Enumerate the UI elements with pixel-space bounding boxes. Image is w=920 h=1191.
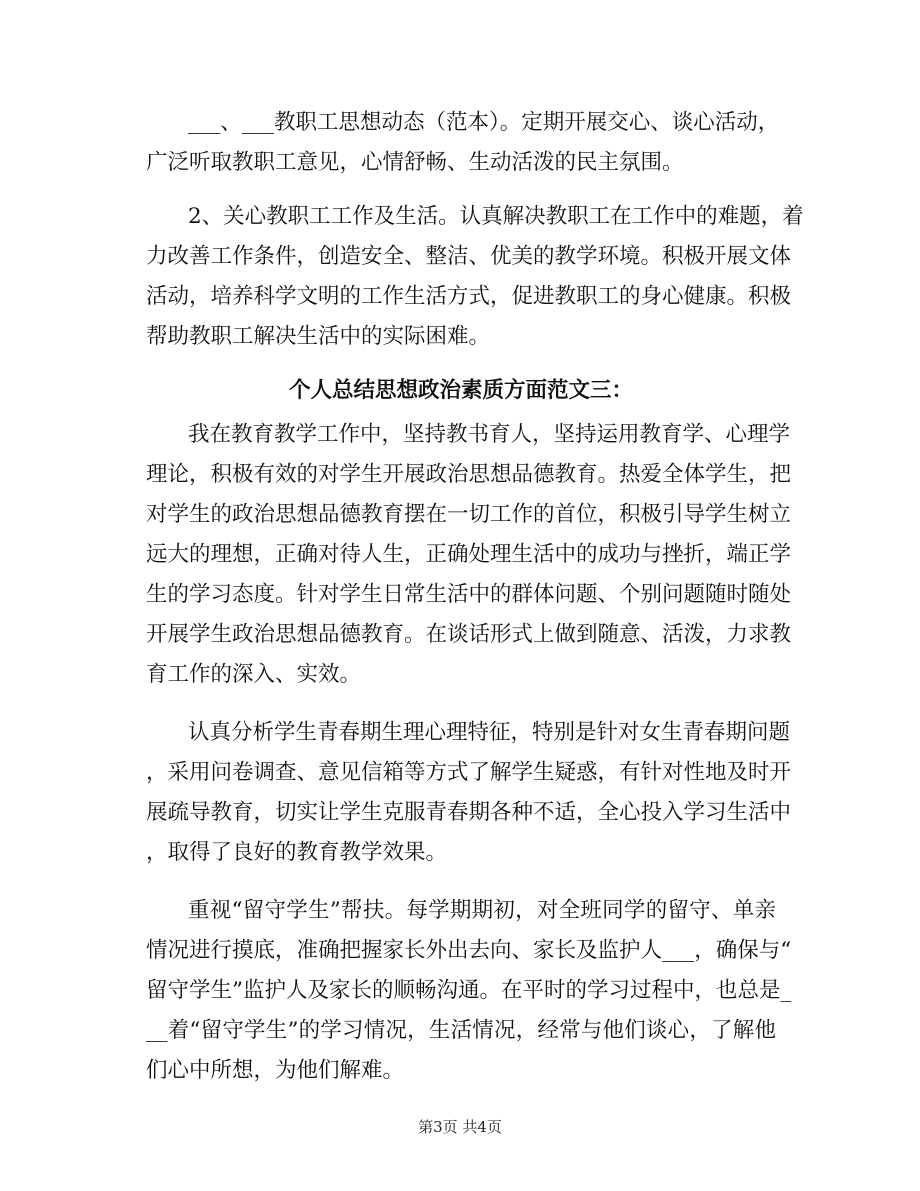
text-line: 重视“留守学生”帮扶。每学期期初，对全班同学的留守、单亲 bbox=[188, 898, 776, 923]
text-line: 情况进行摸底，准确把握家长外出去向、家长及监护人___，确保与“ bbox=[146, 938, 792, 963]
text-line: ，取得了良好的教育教学效果。 bbox=[146, 840, 448, 865]
paragraph-3 bbox=[146, 415, 792, 695]
text-line: ___、___教职工思想动态（范本）。定期开展交心、谈心活动， bbox=[188, 110, 780, 135]
paragraph-1 bbox=[146, 103, 780, 183]
section-heading: 个人总结思想政治素质方面范文三： bbox=[288, 378, 633, 403]
text-line: 育工作的深入、实效。 bbox=[146, 662, 362, 687]
text-line: 我在教育教学工作中，坚持教书育人，坚持运用教育学、心理学 bbox=[188, 422, 791, 447]
text-line: 留守学生”监护人及家长的顺畅沟通。在平时的学习过程中，也总是_ bbox=[146, 978, 792, 1003]
text-line: 广泛听取教职工意见，心情舒畅、生动活泼的民主氛围。 bbox=[146, 150, 684, 175]
text-line: 们心中所想，为他们解难。 bbox=[146, 1058, 405, 1083]
text-line: 理论，积极有效的对学生开展政治思想品德教育。热爱全体学生，把 bbox=[146, 462, 792, 487]
paragraph-2 bbox=[146, 197, 804, 357]
text-line: 开展学生政治思想品德教育。在谈话形式上做到随意、活泼，力求教 bbox=[146, 622, 792, 647]
text-line: 生的学习态度。针对学生日常生活中的群体问题、个别问题随时随处 bbox=[146, 582, 792, 607]
text-line: 2、关心教职工工作及生活。认真解决教职工在工作中的难题，着 bbox=[188, 204, 804, 229]
text-line: 对学生的政治思想品德教育摆在一切工作的首位，积极引导学生树立 bbox=[146, 502, 792, 527]
text-line: 活动，培养科学文明的工作生活方式，促进教职工的身心健康。积极 bbox=[146, 284, 792, 309]
text-line: 展疏导教育，切实让学生克服青春期各种不适，全心投入学习生活中 bbox=[146, 800, 792, 825]
text-line: 帮助教职工解决生活中的实际困难。 bbox=[146, 324, 491, 349]
text-line: 力改善工作条件，创造安全、整洁、优美的教学环境。积极开展文体 bbox=[146, 244, 792, 269]
paragraph-4 bbox=[146, 713, 792, 873]
text-line: 认真分析学生青春期生理心理特征，特别是针对女生青春期问题 bbox=[188, 720, 791, 745]
text-line: ，采用问卷调查、意见信箱等方式了解学生疑惑，有针对性地及时开 bbox=[146, 760, 792, 785]
text-line: 远大的理想，正确对待人生，正确处理生活中的成功与挫折，端正学 bbox=[146, 542, 792, 567]
text-line: __着“留守学生”的学习情况，生活情况，经常与他们谈心，了解他 bbox=[146, 1018, 776, 1043]
document-body bbox=[146, 103, 804, 1091]
page-number-footer: 第3页 共4页 bbox=[418, 1118, 502, 1136]
paragraph-5 bbox=[146, 891, 792, 1091]
